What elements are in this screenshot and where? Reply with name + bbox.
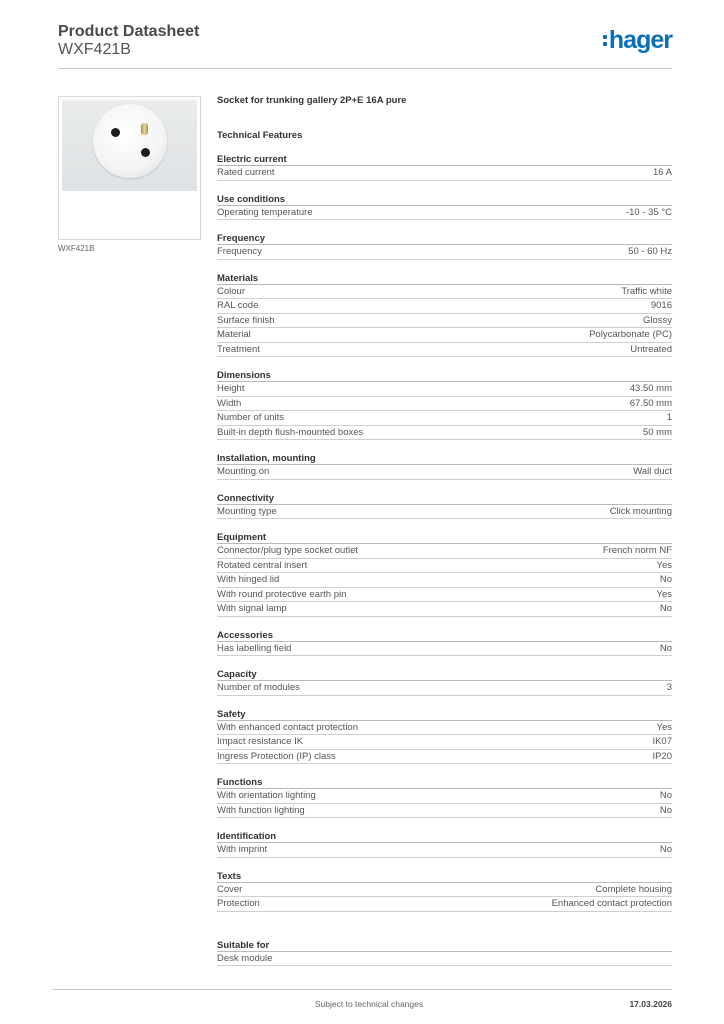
spec-section — [217, 629, 672, 657]
section-title: Materials — [217, 272, 672, 285]
spec-section — [217, 272, 672, 358]
spec-value: No — [659, 603, 672, 614]
spec-value: 67.50 mm — [629, 397, 672, 409]
spec-section — [217, 193, 672, 221]
spec-row — [217, 804, 672, 819]
spec-row — [217, 602, 672, 617]
spec-row — [217, 245, 672, 260]
suitable-for-section — [217, 939, 672, 967]
spec-row — [217, 843, 672, 858]
spec-value: 1 — [666, 412, 672, 423]
spec-row — [217, 328, 672, 343]
spec-label: Colour — [217, 285, 245, 297]
spec-section — [217, 492, 672, 520]
spec-section — [217, 232, 672, 260]
spec-label: Rated current — [217, 167, 275, 178]
spec-label: With imprint — [217, 844, 268, 855]
spec-label: Number of modules — [217, 682, 300, 693]
spec-sections — [217, 153, 672, 912]
product-photo — [58, 96, 201, 240]
spec-value: Untreated — [630, 343, 672, 355]
spec-row — [217, 411, 672, 426]
section-title: Texts — [217, 870, 672, 883]
spec-row — [217, 588, 672, 603]
spec-row — [217, 750, 672, 765]
spec-value: -10 - 35 °C — [625, 206, 672, 218]
hager-logo — [603, 26, 672, 54]
section-title: Use conditions — [217, 193, 672, 206]
spec-label: Has labelling field — [217, 642, 292, 654]
footer-date: 17.03.2026 — [629, 999, 672, 1009]
section-title: Safety — [217, 708, 672, 721]
spec-label: Desk module — [217, 952, 273, 964]
spec-content — [217, 95, 672, 966]
spec-value: No — [659, 804, 672, 816]
spec-label: Width — [217, 397, 242, 409]
spec-label: Rotated central insert — [217, 559, 308, 571]
spec-value: Complete housing — [595, 883, 672, 895]
socket-outlet-image — [93, 104, 167, 178]
spec-value: No — [659, 642, 672, 654]
spec-row — [217, 544, 672, 559]
spec-value: 50 - 60 Hz — [628, 246, 672, 257]
spec-label: Mounting type — [217, 505, 277, 517]
section-title: Electric current — [217, 153, 672, 166]
spec-row — [217, 206, 672, 221]
spec-row — [217, 285, 672, 300]
section-title: Frequency — [217, 232, 672, 245]
spec-label: Surface finish — [217, 314, 275, 326]
spec-row — [217, 397, 672, 412]
spec-row — [217, 897, 672, 912]
spec-row — [217, 789, 672, 804]
logo-text: hager — [608, 25, 672, 54]
spec-label: Height — [217, 383, 245, 394]
spec-value: IP20 — [652, 750, 672, 762]
spec-row — [217, 883, 672, 898]
spec-row — [217, 735, 672, 750]
spec-value: Click mounting — [609, 505, 672, 517]
section-title: Suitable for — [217, 939, 672, 952]
spec-section — [217, 830, 672, 858]
doc-title: Product Datasheet — [58, 23, 200, 40]
spec-section — [217, 153, 672, 181]
earth-pin — [141, 123, 148, 135]
spec-value: Glossy — [642, 314, 672, 326]
product-name: Socket for trunking gallery 2P+E 16A pure — [217, 95, 407, 106]
spec-section — [217, 668, 672, 696]
spec-section — [217, 531, 672, 617]
spec-label: Ingress Protection (IP) class — [217, 750, 336, 762]
product-code: WXF421B — [58, 41, 131, 58]
spec-value: Traffic white — [621, 285, 672, 297]
spec-section — [217, 708, 672, 765]
spec-value: No — [659, 844, 672, 855]
section-title: Functions — [217, 776, 672, 789]
spec-label: Material — [217, 329, 251, 340]
spec-value: 3 — [666, 682, 672, 693]
spec-value: Yes — [656, 588, 672, 600]
section-title: Identification — [217, 830, 672, 843]
spec-label: Built-in depth flush-mounted boxes — [217, 426, 364, 438]
spec-label: Cover — [217, 883, 243, 895]
spec-value: 43.50 mm — [629, 383, 672, 394]
spec-row — [217, 573, 672, 588]
section-title: Connectivity — [217, 492, 672, 505]
spec-section — [217, 870, 672, 912]
spec-row — [217, 299, 672, 314]
spec-value: Wall duct — [633, 466, 672, 477]
page-header — [58, 21, 672, 69]
spec-label: RAL code — [217, 300, 259, 311]
spec-value: No — [659, 790, 672, 801]
spec-value: 50 mm — [642, 426, 672, 438]
spec-section — [217, 369, 672, 440]
spec-label: With enhanced contact protection — [217, 721, 359, 733]
footer-note: Subject to technical changes — [314, 999, 424, 1009]
spec-label: Protection — [217, 898, 260, 909]
spec-label: With orientation lighting — [217, 790, 316, 801]
spec-value: Yes — [656, 559, 672, 571]
spec-label: Operating temperature — [217, 206, 313, 218]
spec-row — [217, 465, 672, 480]
spec-row — [217, 642, 672, 657]
spec-label: Mounting on — [217, 466, 270, 477]
spec-value: 9016 — [650, 300, 672, 311]
spec-row — [217, 559, 672, 574]
spec-row — [217, 505, 672, 520]
section-title: Accessories — [217, 629, 672, 642]
spec-value: No — [659, 574, 672, 585]
section-title: Installation, mounting — [217, 452, 672, 465]
section-title: Capacity — [217, 668, 672, 681]
socket-hole-right — [141, 148, 150, 157]
spec-label: Impact resistance IK — [217, 736, 304, 747]
spec-label: Treatment — [217, 343, 260, 355]
spec-row — [217, 382, 672, 397]
section-title: Dimensions — [217, 369, 672, 382]
spec-row — [217, 166, 672, 181]
spec-value: Polycarbonate (PC) — [589, 329, 672, 340]
spec-row — [217, 952, 672, 967]
spec-value: Yes — [656, 721, 672, 733]
spec-section — [217, 776, 672, 818]
spec-label: With round protective earth pin — [217, 588, 347, 600]
spec-value: 16 A — [652, 167, 672, 178]
spec-row — [217, 681, 672, 696]
spec-label: With function lighting — [217, 804, 305, 816]
spec-section — [217, 452, 672, 480]
logo-dots-icon — [603, 35, 607, 46]
spec-row — [217, 426, 672, 441]
spec-row — [217, 721, 672, 736]
spec-label: Number of units — [217, 412, 285, 423]
spec-label: With hinged lid — [217, 574, 280, 585]
photo-caption: WXF421B — [58, 244, 95, 253]
technical-features-title: Technical Features — [217, 130, 303, 141]
spec-label: Frequency — [217, 246, 262, 257]
spec-value: French norm NF — [602, 545, 672, 556]
spec-row — [217, 343, 672, 358]
page-footer — [52, 989, 672, 1013]
spec-label: Connector/plug type socket outlet — [217, 545, 359, 556]
spec-row — [217, 314, 672, 329]
socket-hole-left — [111, 128, 120, 137]
spec-value: Enhanced contact protection — [551, 898, 672, 909]
spec-value: IK07 — [652, 736, 672, 747]
section-title: Equipment — [217, 531, 672, 544]
spec-label: With signal lamp — [217, 603, 287, 614]
